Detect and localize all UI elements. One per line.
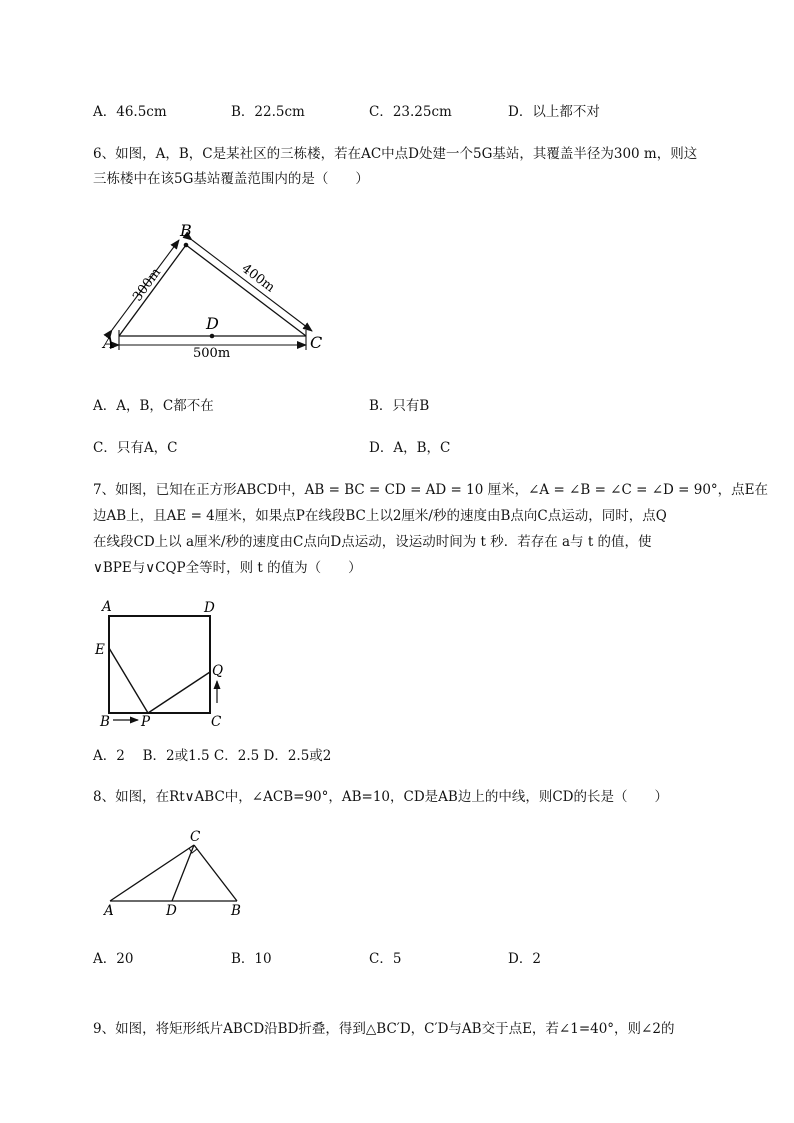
- q7-label-p: P: [141, 714, 151, 730]
- q6-option-c: C．只有A，C: [93, 440, 178, 456]
- q6-option-a: A．A，B，C都不在: [93, 398, 214, 414]
- q6-label-b: B: [180, 221, 192, 240]
- q7-text-line-2: 边AB上，且AE = 4厘米，如果点P在线段BC上以2厘米/秒的速度由B点向C点运动，同时，点Q: [93, 508, 667, 524]
- q7-label-b: B: [100, 714, 110, 730]
- q6-label-300m: 300m: [130, 265, 165, 305]
- q7-label-d: D: [204, 600, 215, 616]
- q6-label-500m: 500m: [193, 346, 231, 361]
- q8-side-ac: [110, 845, 194, 901]
- q8-option-a: A．20: [93, 951, 134, 967]
- q6-label-a: A: [103, 333, 115, 352]
- q7-label-e: E: [95, 642, 105, 658]
- q8-side-bc: [194, 845, 237, 901]
- q7-options: A．2 B．2或1.5 C．2.5 D．2.5或2: [93, 748, 332, 764]
- q6-option-d: D．A，B，C: [369, 440, 451, 456]
- q8-label-b: B: [231, 903, 241, 919]
- q6-label-400m: 400m: [238, 261, 278, 296]
- q6-label-d: D: [206, 314, 219, 333]
- q7-label-c: C: [211, 714, 222, 730]
- q8-option-c: C．5: [369, 951, 402, 967]
- q8-option-b: B．10: [231, 951, 272, 967]
- q6-option-b: B．只有B: [369, 398, 430, 414]
- q8-label-d: D: [166, 903, 177, 919]
- q8-median-cd: [172, 845, 194, 901]
- q5-option-d: D．以上都不对: [508, 104, 600, 120]
- q8-option-d: D．2: [508, 951, 541, 967]
- q7-label-a: A: [102, 599, 112, 615]
- q8-label-c: C: [190, 829, 201, 845]
- q8-label-a: A: [104, 903, 114, 919]
- q5-option-a: A．46.5cm: [93, 104, 167, 120]
- q6-text-line-1: 6、如图，A，B，C是某社区的三栋楼，若在AC中点D处建一个5G基站，其覆盖半径为300 m，则这: [93, 146, 698, 162]
- q7-text-line-3: 在线段CD上以 a厘米/秒的速度由C点向D点运动，设运动时间为 t 秒．若存在 a与 t 的值，使: [93, 534, 652, 550]
- q8-text-line: 8、如图，在Rt∨ABC中，∠ACB=90°，AB=10，CD是AB边上的中线，则CD的长是（ ）: [93, 789, 668, 805]
- q9-text-line: 9、如图，将矩形纸片ABCD沿BD折叠，得到△BC′D，C′D与AB交于点E，若∠1=40°，则∠2的: [93, 1021, 675, 1037]
- q7-text-line-1: 7、如图，已知在正方形ABCD中，AB = BC = CD = AD = 10 厘米，∠A = ∠B = ∠C = ∠D = 90°，点E在: [93, 482, 769, 498]
- q6-text-line-2: 三栋楼中在该5G基站覆盖范围内的是（ ）: [93, 171, 369, 187]
- q6-label-c: C: [310, 333, 323, 352]
- q5-option-b: B．22.5cm: [231, 104, 305, 120]
- q7-label-q: Q: [212, 663, 224, 679]
- q5-option-c: C．23.25cm: [369, 104, 452, 120]
- q7-text-line-4: ∨BPE与∨CQP全等时，则 t 的值为（ ）: [93, 560, 362, 576]
